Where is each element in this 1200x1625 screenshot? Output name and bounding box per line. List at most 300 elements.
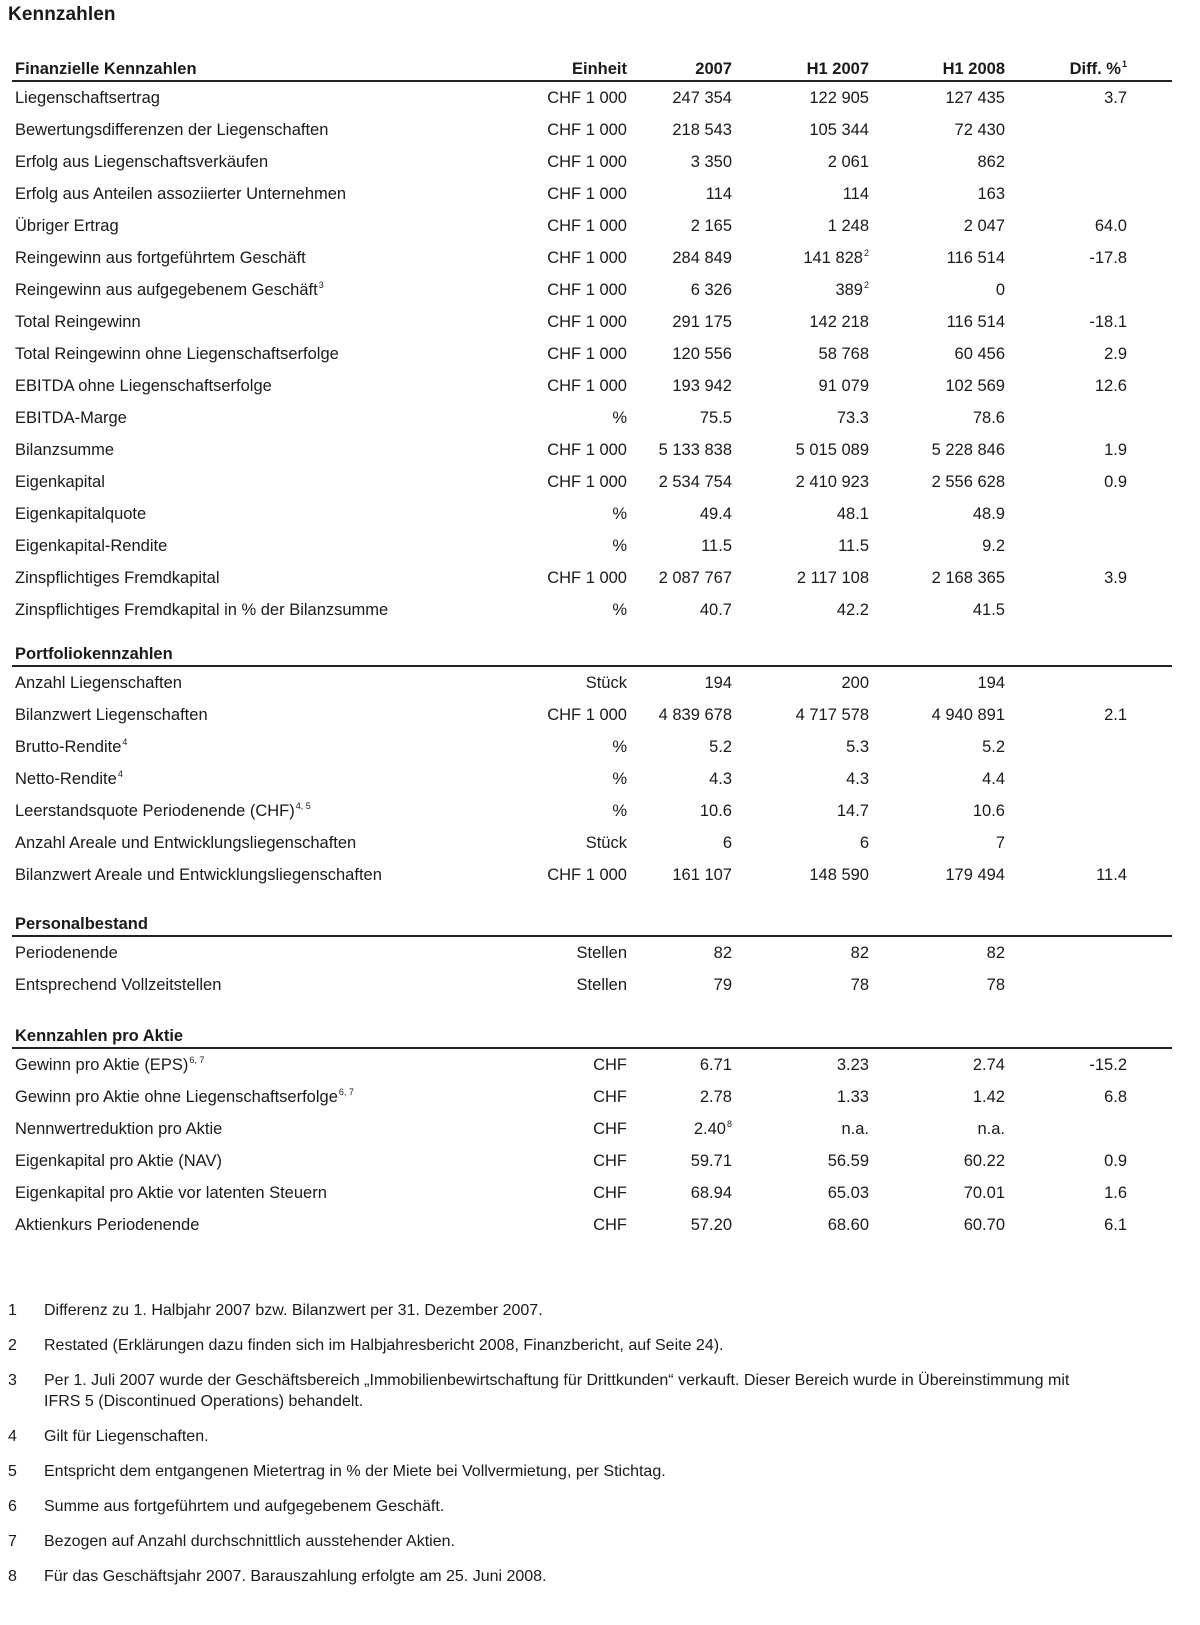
- footnote-number: 4: [8, 1428, 17, 1445]
- value-diff: [1096, 859, 1127, 891]
- table-row: [12, 242, 1172, 274]
- row-unit-text: CHF 1 000: [547, 249, 627, 267]
- section-header: [12, 643, 1172, 667]
- value-2007-text: 120 556: [672, 345, 732, 363]
- value-h1-2007-text: 11.5: [838, 537, 869, 555]
- row-unit: [547, 338, 627, 370]
- table-row: [12, 859, 1172, 891]
- table-row: [12, 699, 1172, 731]
- column-header-diff-label: Diff. %: [1069, 60, 1121, 78]
- row-unit-text: CHF 1 000: [547, 281, 627, 299]
- value-h1-2007-text: 200: [841, 674, 869, 692]
- value-h1-2008: [932, 434, 1005, 466]
- value-2007-text: 6.71: [699, 1056, 732, 1074]
- row-label-text: Brutto-Rendite: [15, 738, 122, 756]
- footnote-ref: 4: [117, 769, 123, 779]
- value-h1-2007: [835, 274, 869, 306]
- value-2007-text: 75.5: [699, 409, 732, 427]
- table-row: [12, 562, 1172, 594]
- value-h1-2007-text: 65.03: [827, 1184, 869, 1202]
- value-h1-2007: [841, 667, 869, 699]
- footnote-ref: 2: [863, 248, 869, 258]
- row-label: [15, 402, 127, 434]
- section-title: Portfoliokennzahlen: [15, 645, 173, 663]
- value-h1-2007-text: 5 015 089: [795, 441, 869, 459]
- value-diff: [1104, 1209, 1127, 1241]
- value-h1-2008: [977, 178, 1005, 210]
- table-row: [12, 434, 1172, 466]
- footnote-text: Entspricht dem entgangenen Mietertrag in % der Miete bei Vollvermietung, per Stichtag.: [44, 1463, 666, 1480]
- row-unit: [547, 242, 627, 274]
- value-h1-2007-text: 91 079: [818, 377, 869, 395]
- value-h1-2008-text: 2.74: [972, 1056, 1005, 1074]
- value-h1-2008-text: 102 569: [945, 377, 1005, 395]
- row-unit: [547, 306, 627, 338]
- row-label-text: Entsprechend Vollzeitstellen: [15, 976, 222, 994]
- table-row: [12, 338, 1172, 370]
- row-label-text: Total Reingewinn: [15, 313, 141, 331]
- value-h1-2008: [973, 498, 1005, 530]
- value-diff: [1095, 370, 1127, 402]
- value-h1-2008: [977, 667, 1005, 699]
- value-h1-2008: [996, 827, 1005, 859]
- row-unit: [547, 274, 627, 306]
- row-unit: [612, 731, 627, 763]
- value-h1-2007: [837, 1049, 869, 1081]
- footnote-text: Per 1. Juli 2007 wurde der Geschäftsbereich „Immobilienbewirtschaftung für Drittkunden“ verkauft. Dieser Bereich wurde in Übereinstimmung mit IFRS 5 (Discontinued Operations) behandelt.: [44, 1372, 1070, 1410]
- value-h1-2008-text: 179 494: [945, 866, 1005, 884]
- value-h1-2008-text: 60.22: [963, 1152, 1005, 1170]
- table-row: [12, 466, 1172, 498]
- value-2007-text: 114: [705, 185, 732, 203]
- row-label: [15, 530, 167, 562]
- value-diff: [1104, 1177, 1127, 1209]
- value-h1-2008-text: 70.01: [963, 1184, 1005, 1202]
- value-diff: [1104, 699, 1127, 731]
- value-2007: [700, 594, 732, 626]
- value-2007-text: 193 942: [672, 377, 732, 395]
- value-2007-text: 59.71: [690, 1152, 732, 1170]
- row-label-text: Bilanzwert Liegenschaften: [15, 706, 208, 724]
- footnote: [8, 1496, 1108, 1517]
- value-2007-text: 40.7: [699, 601, 732, 619]
- table-row: [12, 937, 1172, 969]
- row-label: [15, 306, 141, 338]
- row-label-text: Zinspflichtiges Fremdkapital: [15, 569, 220, 587]
- value-h1-2007: [796, 466, 869, 498]
- value-2007-text: 6 326: [690, 281, 732, 299]
- row-unit: [547, 699, 627, 731]
- row-unit: [547, 434, 627, 466]
- value-h1-2008: [945, 370, 1005, 402]
- value-2007-text: 2.78: [699, 1088, 732, 1106]
- table-row: [12, 731, 1172, 763]
- row-label: [15, 498, 146, 530]
- row-label-text: Reingewinn aus aufgegebenem Geschäft: [15, 281, 318, 299]
- value-h1-2007-text: 82: [850, 944, 869, 962]
- value-h1-2007: [841, 1113, 869, 1145]
- value-2007: [700, 1049, 732, 1081]
- value-h1-2008: [932, 466, 1005, 498]
- row-label: [15, 763, 123, 795]
- table-row: [12, 178, 1172, 210]
- value-h1-2007: [837, 1081, 869, 1113]
- value-diff-text: 6.1: [1104, 1216, 1127, 1234]
- value-diff: [1104, 434, 1127, 466]
- value-h1-2007: [809, 114, 869, 146]
- column-header-h1-2007: H1 2007: [806, 60, 869, 78]
- row-label-text: Eigenkapital-Rendite: [15, 537, 168, 555]
- value-h1-2008-text: 194: [977, 674, 1005, 692]
- value-h1-2007: [828, 1177, 869, 1209]
- row-label-text: Übriger Ertrag: [15, 217, 119, 235]
- value-h1-2008-text: 4.4: [982, 770, 1005, 788]
- row-unit: [547, 146, 627, 178]
- value-h1-2007: [846, 731, 869, 763]
- section-title: Finanzielle Kennzahlen: [15, 60, 197, 78]
- value-2007-text: 6: [722, 834, 732, 852]
- row-unit-text: CHF: [593, 1120, 627, 1138]
- row-label: [15, 699, 208, 731]
- value-h1-2008: [982, 530, 1005, 562]
- value-diff-text: 3.9: [1104, 569, 1127, 587]
- value-2007: [714, 937, 732, 969]
- value-2007-text: 79: [713, 976, 732, 994]
- row-label: [15, 1081, 354, 1113]
- value-2007-text: 4.3: [709, 770, 732, 788]
- value-diff: [1104, 1145, 1127, 1177]
- value-2007-text: 2 087 767: [658, 569, 732, 587]
- value-diff-text: 2.1: [1104, 706, 1127, 724]
- row-unit: [577, 937, 627, 969]
- value-h1-2007-text: 3.23: [836, 1056, 869, 1074]
- value-h1-2007-text: 142 218: [809, 313, 869, 331]
- value-h1-2008-text: 41.5: [972, 601, 1005, 619]
- value-h1-2008: [987, 937, 1005, 969]
- value-h1-2008-text: 48.9: [972, 505, 1005, 523]
- row-unit-text: CHF 1 000: [547, 441, 627, 459]
- value-2007: [672, 306, 732, 338]
- table-row: [12, 306, 1172, 338]
- row-unit: [612, 498, 627, 530]
- value-h1-2008: [964, 1177, 1005, 1209]
- row-unit-text: CHF 1 000: [547, 473, 627, 491]
- footnote-text: Für das Geschäftsjahr 2007. Barauszahlung erfolgte am 25. Juni 2008.: [44, 1568, 547, 1585]
- footnote-number: 8: [8, 1568, 17, 1585]
- row-label: [15, 466, 105, 498]
- row-unit-text: CHF 1 000: [547, 866, 627, 884]
- value-2007: [691, 1145, 732, 1177]
- row-unit: [593, 1209, 627, 1241]
- row-unit: [586, 667, 627, 699]
- row-label-text: Eigenkapital pro Aktie vor latenten Steuern: [15, 1184, 327, 1202]
- value-h1-2008: [973, 1081, 1005, 1113]
- value-h1-2008: [945, 859, 1005, 891]
- value-h1-2008: [973, 594, 1005, 626]
- row-unit: [547, 562, 627, 594]
- row-label: [15, 1049, 204, 1081]
- table-row: [12, 827, 1172, 859]
- footnote-text: Differenz zu 1. Halbjahr 2007 bzw. Bilanzwert per 31. Dezember 2007.: [44, 1302, 543, 1319]
- value-h1-2008-text: 0: [995, 281, 1005, 299]
- row-label: [15, 969, 221, 1001]
- row-label: [15, 1209, 199, 1241]
- row-unit: [612, 402, 627, 434]
- value-h1-2007: [851, 937, 869, 969]
- value-h1-2007-text: 122 905: [809, 89, 869, 107]
- row-unit: [612, 763, 627, 795]
- table-body: [12, 667, 1172, 891]
- value-diff-text: -15.2: [1089, 1056, 1127, 1074]
- row-label: [15, 242, 306, 274]
- value-h1-2007: [837, 594, 869, 626]
- table-row: [12, 1209, 1172, 1241]
- value-h1-2008: [964, 210, 1005, 242]
- table-row: [12, 498, 1172, 530]
- row-label-text: Eigenkapital: [15, 473, 105, 491]
- section-header: [12, 58, 1172, 82]
- value-h1-2008: [932, 699, 1005, 731]
- table-row: [12, 795, 1172, 827]
- value-2007-text: 2 534 754: [658, 473, 732, 491]
- value-2007-text: 57.20: [690, 1216, 732, 1234]
- value-diff-text: -18.1: [1089, 313, 1127, 331]
- row-unit-text: CHF: [593, 1056, 627, 1074]
- row-label: [15, 594, 388, 626]
- row-label: [15, 562, 220, 594]
- row-unit-text: %: [612, 409, 627, 427]
- row-unit-text: CHF 1 000: [547, 89, 627, 107]
- value-h1-2008: [973, 795, 1005, 827]
- value-h1-2007: [837, 402, 869, 434]
- footnote-ref: 6, 7: [189, 1055, 205, 1065]
- row-label: [15, 827, 356, 859]
- table-row: [12, 1145, 1172, 1177]
- row-unit-text: CHF 1 000: [547, 153, 627, 171]
- row-unit-text: Stellen: [576, 976, 627, 994]
- footnote-ref: 4, 5: [295, 801, 311, 811]
- value-h1-2008: [973, 402, 1005, 434]
- row-unit-text: %: [612, 537, 627, 555]
- value-2007-text: 194: [704, 674, 732, 692]
- value-h1-2008: [973, 1049, 1005, 1081]
- footnote: [8, 1531, 1108, 1552]
- row-label: [15, 274, 324, 306]
- value-h1-2008: [955, 114, 1005, 146]
- row-unit-text: Stück: [585, 834, 627, 852]
- value-2007: [672, 82, 732, 114]
- footnote-text: Restated (Erklärungen dazu finden sich im Halbjahresbericht 2008, Finanzbericht, auf Seite 24).: [44, 1337, 724, 1354]
- value-h1-2008-text: 10.6: [972, 802, 1005, 820]
- value-2007: [709, 763, 732, 795]
- column-header-diff: [1070, 59, 1127, 79]
- row-unit-text: %: [612, 505, 627, 523]
- value-2007: [659, 699, 732, 731]
- footnote-number: 1: [8, 1302, 17, 1319]
- footnote-ref: 3: [318, 280, 324, 290]
- page-title: Kennzahlen: [8, 4, 116, 25]
- value-h1-2008-text: 5.2: [982, 738, 1005, 756]
- value-h1-2007: [837, 498, 869, 530]
- column-header-h1-2008: H1 2008: [942, 60, 1005, 78]
- row-label-text: Periodenende: [15, 944, 118, 962]
- value-diff-text: 1.6: [1104, 1184, 1127, 1202]
- row-unit: [547, 82, 627, 114]
- value-2007-text: 2.40: [693, 1120, 726, 1138]
- section-title: Kennzahlen pro Aktie: [15, 1027, 184, 1045]
- value-h1-2008-text: 2 047: [963, 217, 1005, 235]
- column-header-2007: 2007: [695, 60, 732, 78]
- value-h1-2007-text: 141 828: [803, 249, 863, 267]
- row-label: [15, 667, 182, 699]
- footnote-ref: 4: [122, 737, 128, 747]
- value-2007-text: 82: [713, 944, 732, 962]
- row-unit-text: CHF 1 000: [547, 345, 627, 363]
- footnote-ref: 6, 7: [338, 1087, 354, 1097]
- table-body: [12, 937, 1172, 1001]
- row-label-text: Anzahl Areale und Entwicklungsliegenschaften: [15, 834, 357, 852]
- value-h1-2008: [996, 274, 1005, 306]
- row-label: [15, 114, 328, 146]
- value-h1-2008: [982, 731, 1005, 763]
- value-h1-2007: [819, 370, 869, 402]
- row-label: [15, 859, 382, 891]
- value-2007-text: 161 107: [672, 866, 732, 884]
- value-h1-2007: [828, 1145, 869, 1177]
- row-unit-text: CHF 1 000: [547, 313, 627, 331]
- table-row: [12, 370, 1172, 402]
- section-header: [12, 1025, 1172, 1049]
- footnote: [8, 1566, 1108, 1587]
- row-unit-text: CHF 1 000: [547, 185, 627, 203]
- footnote-number: 7: [8, 1533, 17, 1550]
- row-unit-text: CHF 1 000: [547, 377, 627, 395]
- section-finanzielle-kennzahlen: [12, 58, 1172, 626]
- row-label-text: Gewinn pro Aktie (EPS): [15, 1056, 189, 1074]
- row-label-text: EBITDA ohne Liegenschaftserfolge: [15, 377, 272, 395]
- row-label: [15, 146, 268, 178]
- value-diff-text: 0.9: [1104, 1152, 1127, 1170]
- table-row: [12, 146, 1172, 178]
- value-2007: [709, 731, 732, 763]
- value-h1-2007-text: 1.33: [836, 1088, 869, 1106]
- value-h1-2008: [977, 1113, 1005, 1145]
- section-portfoliokennzahlen: [12, 643, 1172, 891]
- value-2007-text: 5 133 838: [658, 441, 732, 459]
- value-2007: [691, 1209, 732, 1241]
- row-unit-text: CHF: [593, 1184, 627, 1202]
- row-unit-text: %: [612, 738, 627, 756]
- value-h1-2007-text: 1 248: [827, 217, 869, 235]
- row-label-text: Anzahl Liegenschaften: [15, 674, 182, 692]
- value-h1-2007: [838, 530, 869, 562]
- row-label: [15, 937, 118, 969]
- footnote: [8, 1335, 1108, 1356]
- row-unit: [577, 969, 627, 1001]
- value-2007-text: 218 543: [672, 121, 732, 139]
- row-unit: [547, 859, 627, 891]
- value-h1-2007: [828, 146, 869, 178]
- value-h1-2007: [819, 338, 869, 370]
- value-2007-text: 10.6: [699, 802, 732, 820]
- table-row: [12, 82, 1172, 114]
- section-personalbestand: [12, 913, 1172, 1001]
- row-label: [15, 178, 346, 210]
- row-label-text: Bilanzsumme: [15, 441, 115, 459]
- row-label: [15, 210, 119, 242]
- footnote: [8, 1300, 1108, 1321]
- value-2007-text: 4 839 678: [658, 706, 732, 724]
- value-h1-2007: [809, 859, 869, 891]
- value-h1-2007-text: 42.2: [836, 601, 869, 619]
- value-h1-2007-text: 5.3: [846, 738, 869, 756]
- table-row: [12, 210, 1172, 242]
- value-2007: [700, 795, 732, 827]
- value-h1-2008-text: 1.42: [972, 1088, 1005, 1106]
- row-label-text: Eigenkapitalquote: [15, 505, 147, 523]
- value-h1-2007-text: 2 061: [827, 153, 869, 171]
- value-2007: [691, 146, 732, 178]
- row-label-text: Bilanzwert Areale und Entwicklungsliegenschaften: [15, 866, 382, 884]
- value-2007-text: 247 354: [672, 89, 732, 107]
- row-unit-text: CHF 1 000: [547, 217, 627, 235]
- table-row: [12, 530, 1172, 562]
- section-kennzahlen-pro-aktie: [12, 1025, 1172, 1241]
- value-h1-2008-text: 127 435: [945, 89, 1005, 107]
- value-2007: [691, 210, 732, 242]
- row-label-text: Leerstandsquote Periodenende (CHF): [15, 802, 295, 820]
- footnote-ref: 1: [1121, 59, 1127, 69]
- value-diff: [1089, 1049, 1127, 1081]
- value-h1-2008: [945, 82, 1005, 114]
- value-2007: [704, 667, 732, 699]
- row-unit: [547, 114, 627, 146]
- value-h1-2007-text: 4.3: [846, 770, 869, 788]
- row-unit: [593, 1049, 627, 1081]
- row-unit-text: CHF: [593, 1088, 627, 1106]
- value-2007: [706, 178, 732, 210]
- value-h1-2007: [809, 82, 869, 114]
- value-h1-2007: [796, 434, 869, 466]
- row-label-text: Gewinn pro Aktie ohne Liegenschaftserfolge: [15, 1088, 338, 1106]
- row-label: [15, 1113, 222, 1145]
- row-unit-text: CHF 1 000: [547, 706, 627, 724]
- column-header-unit: Einheit: [571, 60, 627, 78]
- value-2007-text: 49.4: [699, 505, 732, 523]
- value-2007-text: 2 165: [690, 217, 732, 235]
- row-unit-text: Stellen: [576, 944, 627, 962]
- footnote-text: Summe aus fortgeführtem und aufgegebenem Geschäft.: [44, 1498, 445, 1515]
- value-2007: [700, 498, 732, 530]
- value-h1-2007-text: 2 117 108: [796, 569, 869, 587]
- footnote: [8, 1426, 1108, 1447]
- value-diff: [1089, 242, 1127, 274]
- value-h1-2007-text: 389: [835, 281, 863, 299]
- value-2007-text: 3 350: [690, 153, 732, 171]
- row-label: [15, 434, 114, 466]
- value-2007: [672, 338, 732, 370]
- value-h1-2008-text: 72 430: [954, 121, 1005, 139]
- table-row: [12, 1049, 1172, 1081]
- row-unit-text: Stück: [585, 674, 627, 692]
- value-h1-2007: [828, 1209, 869, 1241]
- value-diff-text: 6.8: [1104, 1088, 1127, 1106]
- row-unit: [593, 1113, 627, 1145]
- value-2007-text: 5.2: [709, 738, 732, 756]
- value-diff: [1104, 562, 1127, 594]
- value-diff: [1104, 82, 1127, 114]
- row-label-text: Zinspflichtiges Fremdkapital in % der Bilanzsumme: [15, 601, 389, 619]
